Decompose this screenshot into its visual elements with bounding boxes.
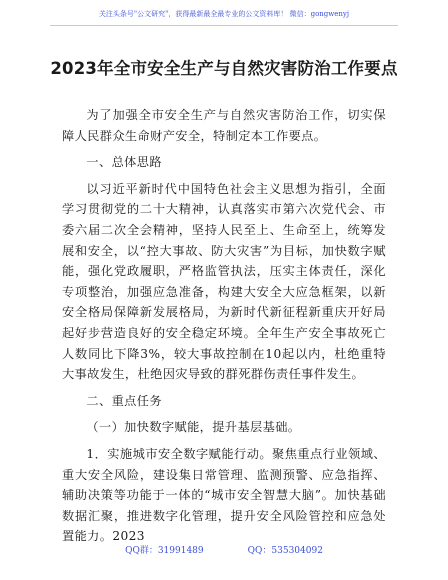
section-heading-tasks: 二、重点任务 <box>86 393 162 408</box>
section-heading-overall: 一、总体思路 <box>86 155 162 170</box>
document-title: 2023年全市安全生产与自然灾害防治工作要点 <box>50 59 398 78</box>
header-banner: 关注头条号"公文研究"，获得最新最全最专业的公文资料库！ 微信：gongwenyj <box>98 10 350 18</box>
footer-qq: QQ：535304092 <box>247 546 323 556</box>
task-item-paragraph: 1．实施城市安全数字赋能行动。聚焦重点行业领域、重大安全风险，建设集日常管理、监测预警、应急指挥、辅助决策等功能于一体的“城市安全智慧大脑”。加快基础数据汇聚，推进数字化管理，提升安全风险管控和应急处置能力。2023 <box>62 446 386 544</box>
intro-paragraph: 为了加强全市安全生产与自然灾害防治工作，切实保障人民群众生命财产安全，特制定本工作要点。 <box>62 108 386 143</box>
footer-qq-group: QQ群：31991489 <box>125 546 204 556</box>
footer-contact <box>0 543 448 556</box>
header-divider <box>50 25 398 26</box>
overall-paragraph: 以习近平新时代中国特色社会主义思想为指引，全面学习贯彻党的二十大精神，认真落实市第六次党代会、市委六届二次全会精神，坚持人民至上、生命至上，统筹发展和安全，以“控大事故、防大灾害”为目标，加快数字赋能，强化党政履职，严格监管执法，压实主体责任，深化专项整治，加强应急准备，构建大安全大应急框架，以新安全格局保障新发展格局，为新时代新征程新重庆开好局起好步营造良好的安全稳定环境。全年生产安全事故死亡人数同比下降3%，较大事故控制在10起以内，杜绝重特大事故发生，杜绝因灾导致的群死群伤责任事件发生。 <box>62 181 386 382</box>
subsection-heading-digital: （一）加快数字赋能，提升基层基础。 <box>86 420 301 435</box>
document-body <box>62 105 386 547</box>
